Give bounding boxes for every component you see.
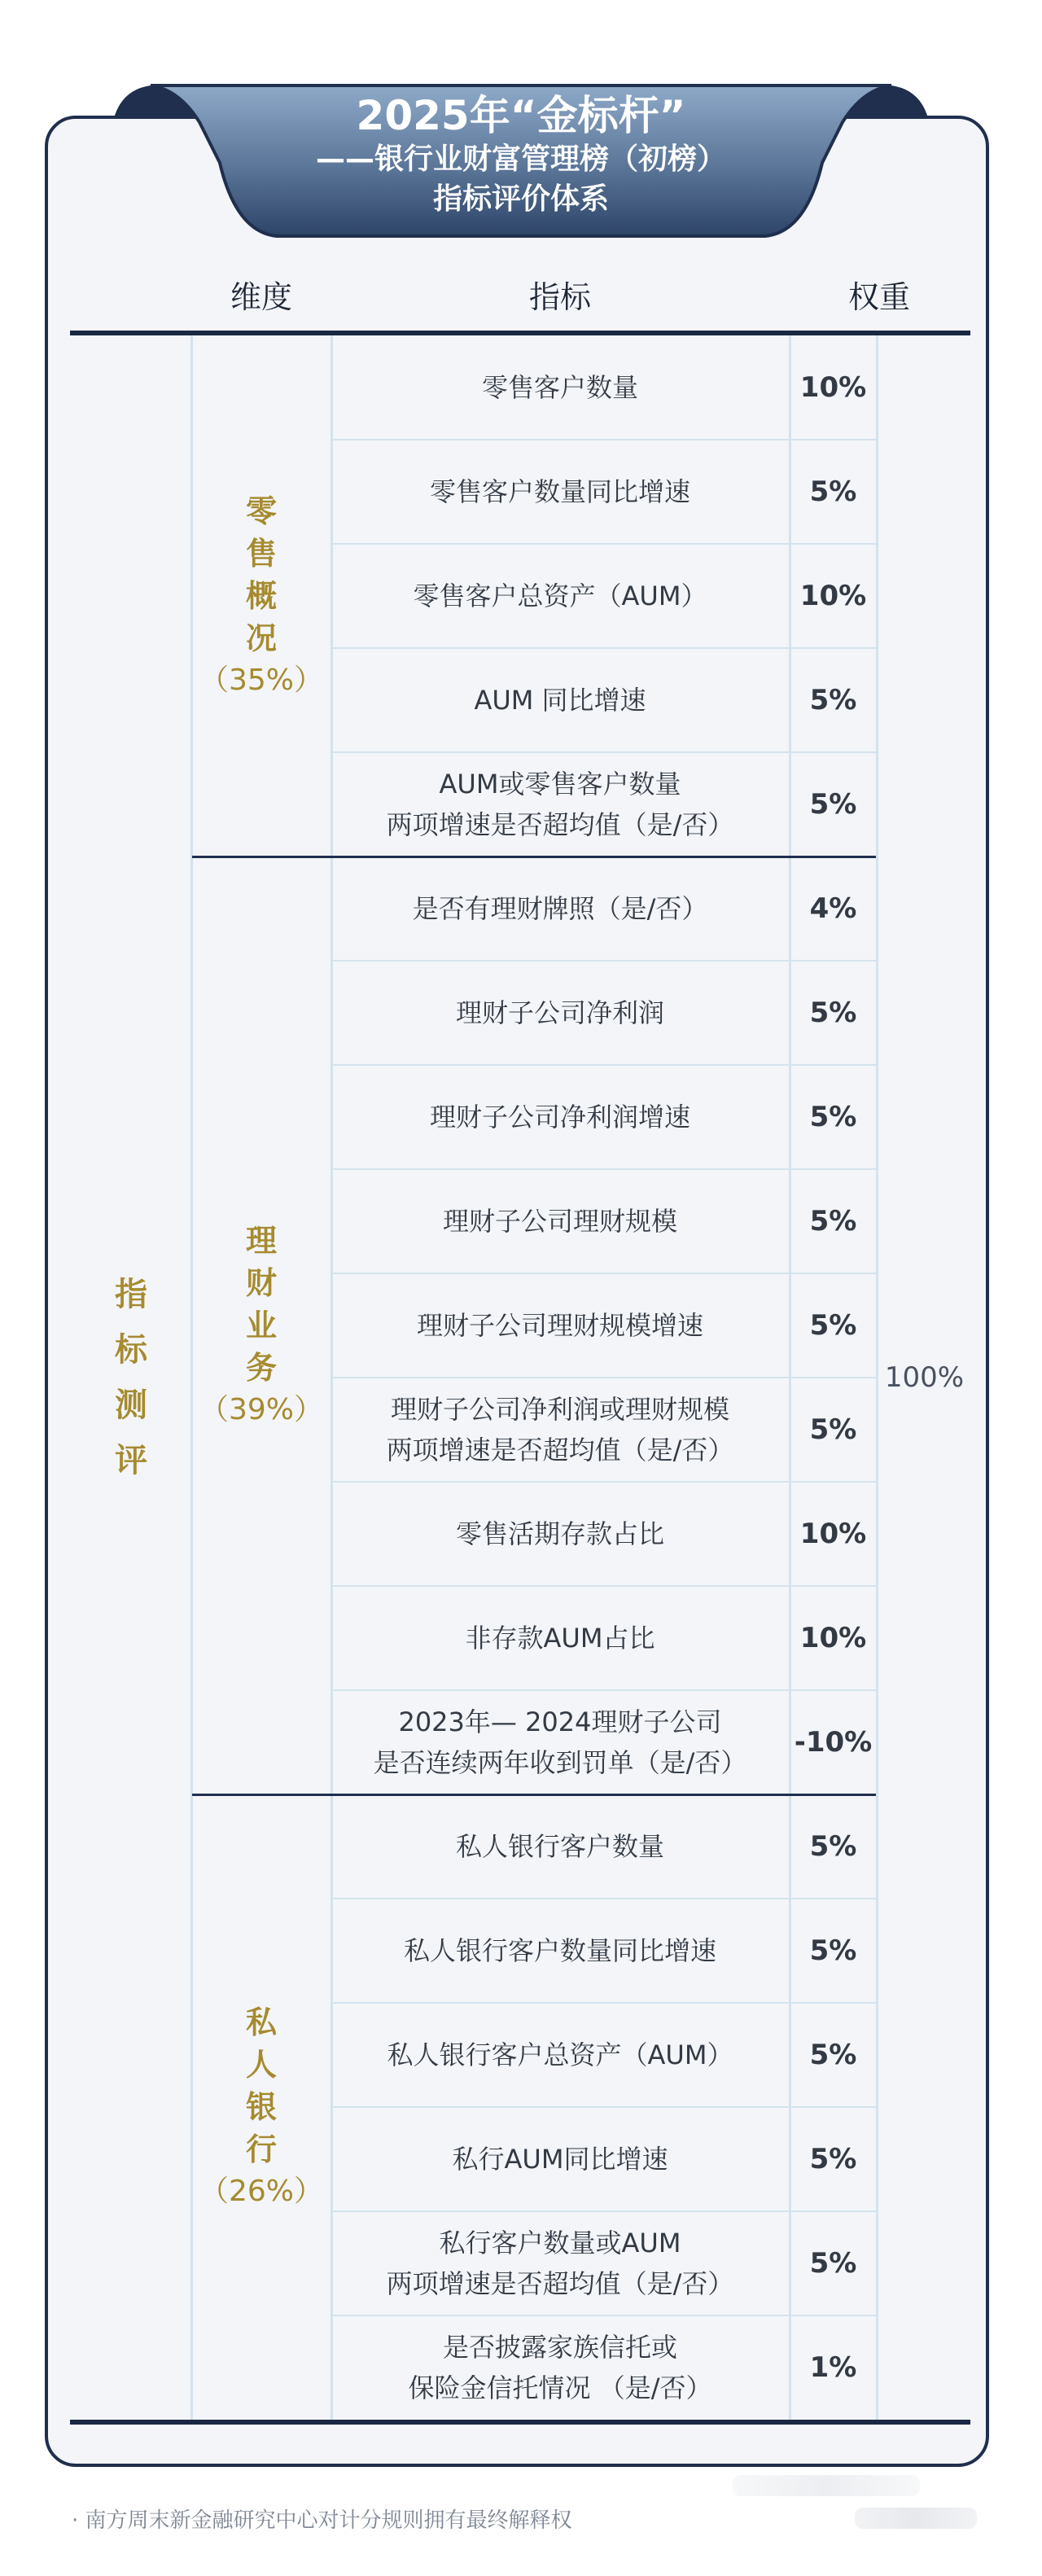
weight-cell: 5%: [809, 1205, 857, 1238]
indicator-line: 私人银行客户数量同比增速: [403, 1935, 716, 1966]
side-label-char: 标: [115, 1331, 147, 1369]
indicator-line: 是否有理财牌照（是/否）: [412, 893, 708, 924]
indicator-text: [456, 1826, 664, 1867]
indicator-line: 两项增速是否超均值（是/否）: [386, 809, 734, 840]
indicator-cell: [332, 1065, 788, 1169]
group-name-char: 概: [245, 578, 277, 614]
indicator-text: [404, 1930, 716, 1971]
weight-cell: 5%: [809, 2247, 857, 2280]
group-name-char: 况: [245, 620, 277, 656]
indicator-text: [409, 2327, 712, 2408]
weight-cell: 1%: [809, 2351, 857, 2384]
group-name-char: 行: [245, 2131, 277, 2167]
indicator-line: 理财子公司净利润或理财规模: [390, 1394, 729, 1425]
indicator-line: 零售客户数量同比增速: [429, 476, 690, 507]
column-header-indicator: 指标: [528, 279, 591, 315]
indicator-line: 私行AUM同比增速: [452, 2144, 668, 2175]
indicator-cell: [332, 335, 788, 440]
group-name-char: 理: [245, 1223, 277, 1259]
indicator-cell: [332, 2107, 788, 2211]
weight-cell: 5%: [809, 684, 857, 716]
indicator-line: 私人银行客户数量: [455, 1831, 664, 1862]
indicator-cell: [332, 2003, 788, 2107]
group-name-char: 人: [245, 2047, 277, 2083]
indicator-cell: [332, 1794, 788, 1899]
column-header-dimension: 维度: [230, 279, 292, 315]
weight-cell: 4%: [809, 892, 857, 925]
indicator-line: 两项增速是否超均值（是/否）: [386, 2268, 734, 2299]
side-label: [70, 335, 192, 2420]
indicator-line: 零售活期存款占比: [455, 1518, 664, 1549]
indicator-text: [387, 764, 734, 845]
group-label: [192, 856, 331, 1794]
weight-cell: 5%: [809, 1101, 857, 1133]
indicator-line: 零售客户数量: [481, 372, 638, 403]
footnote: · 南方周末新金融研究中心对计分规则拥有最终解释权: [72, 2508, 572, 2533]
indicator-text: [414, 576, 707, 616]
indicator-cell: [332, 1690, 788, 1794]
indicator-text: [417, 1305, 703, 1346]
indicator-cell: [332, 440, 788, 544]
indicator-line: 理财子公司净利润增速: [429, 1102, 690, 1132]
indicator-text: [466, 1618, 655, 1658]
side-label-char: 测: [115, 1387, 147, 1424]
indicator-cell: [332, 856, 788, 961]
indicator-line: 零售客户总资产（AUM）: [413, 580, 707, 611]
indicator-text: [430, 1097, 690, 1137]
side-label-char: 评: [115, 1442, 147, 1479]
weight-cell: 5%: [809, 2039, 857, 2071]
title-line-2: ——银行业财富管理榜（初榜）: [315, 142, 726, 176]
weight-cell: 5%: [809, 2143, 857, 2175]
indicator-line: 保险金信托情况 （是/否）: [408, 2372, 712, 2403]
weight-cell: 5%: [809, 1309, 857, 1342]
weight-cell: 5%: [809, 475, 857, 508]
indicator-cell: [332, 2211, 788, 2315]
weight-cell: 10%: [799, 580, 867, 612]
indicator-line: 两项增速是否超均值（是/否）: [386, 1435, 734, 1465]
indicator-line: 理财子公司理财规模增速: [416, 1310, 703, 1341]
indicator-text: [453, 2139, 668, 2180]
indicator-line: 2023年— 2024理财子公司: [398, 1706, 722, 1737]
indicator-text: [374, 1702, 747, 1783]
indicator-cell: [332, 2315, 788, 2420]
group-name-char: 零: [245, 493, 277, 529]
weight-cell: -10%: [794, 1726, 873, 1759]
indicator-line: 私人银行客户总资产（AUM）: [387, 2039, 733, 2070]
column-header-weight: 权重: [847, 279, 910, 315]
indicator-line: 是否披露家族信托或: [442, 2332, 677, 2363]
weight-cell: 5%: [809, 1934, 857, 1967]
title-line-3: 指标评价体系: [432, 182, 609, 216]
group-percent: （39%）: [199, 1393, 324, 1426]
indicator-cell: [332, 1586, 788, 1690]
group-label: [192, 1794, 331, 2420]
indicator-cell: [332, 1273, 788, 1378]
indicator-line: 非存款AUM占比: [465, 1623, 655, 1654]
watermark-blur: [733, 2475, 920, 2496]
indicator-cell: [332, 648, 788, 752]
indicator-text: [387, 2223, 734, 2304]
group-percent: （26%）: [199, 2175, 324, 2208]
indicator-text: [456, 992, 664, 1033]
group-name-char: 财: [245, 1265, 277, 1301]
weight-cell: 5%: [809, 997, 857, 1029]
group-percent: （35%）: [199, 664, 324, 697]
weight-cell: 10%: [799, 371, 867, 404]
indicator-cell: [332, 1169, 788, 1273]
weight-cell: 5%: [809, 788, 857, 821]
group-name-char: 银: [245, 2089, 277, 2125]
title-line-1: 2025年“金标杆”: [356, 92, 686, 139]
indicator-cell: [332, 1899, 788, 2003]
total-weight: 100%: [884, 1361, 965, 1394]
group-name-char: 务: [245, 1350, 277, 1386]
weight-cell: 5%: [809, 1413, 857, 1446]
group-name-char: 业: [245, 1308, 277, 1343]
indicator-cell: [332, 544, 788, 648]
indicator-text: [443, 1201, 677, 1242]
indicator-cell: [332, 752, 788, 856]
indicator-line: 理财子公司净利润: [455, 997, 664, 1028]
indicator-cell: [332, 961, 788, 1065]
indicator-text: [474, 680, 646, 721]
indicator-table: [70, 335, 970, 2420]
indicator-line: AUM或零售客户数量: [439, 769, 681, 800]
watermark-blur-2: [855, 2508, 977, 2529]
group-name-char: 私: [245, 2004, 277, 2040]
weight-cell: 10%: [799, 1518, 867, 1550]
indicator-text: [482, 367, 638, 408]
weight-cell: 5%: [809, 1830, 857, 1863]
indicator-line: 是否连续两年收到罚单（是/否）: [373, 1747, 747, 1778]
indicator-text: [413, 888, 708, 929]
side-label-char: 指: [115, 1276, 147, 1313]
group-label: [192, 335, 331, 856]
indicator-text: [387, 1389, 734, 1470]
indicator-line: AUM 同比增速: [474, 685, 646, 716]
indicator-cell: [332, 1482, 788, 1586]
footer-rule: [70, 2420, 970, 2425]
indicator-text: [387, 2035, 733, 2075]
indicator-line: 私行客户数量或AUM: [439, 2228, 681, 2258]
indicator-cell: [332, 1378, 788, 1482]
indicator-line: 理财子公司理财规模: [442, 1206, 677, 1237]
group-name-char: 售: [245, 536, 277, 572]
indicator-text: [456, 1514, 664, 1554]
indicator-text: [430, 471, 690, 512]
weight-cell: 10%: [799, 1622, 867, 1654]
title-block: [236, 91, 806, 220]
